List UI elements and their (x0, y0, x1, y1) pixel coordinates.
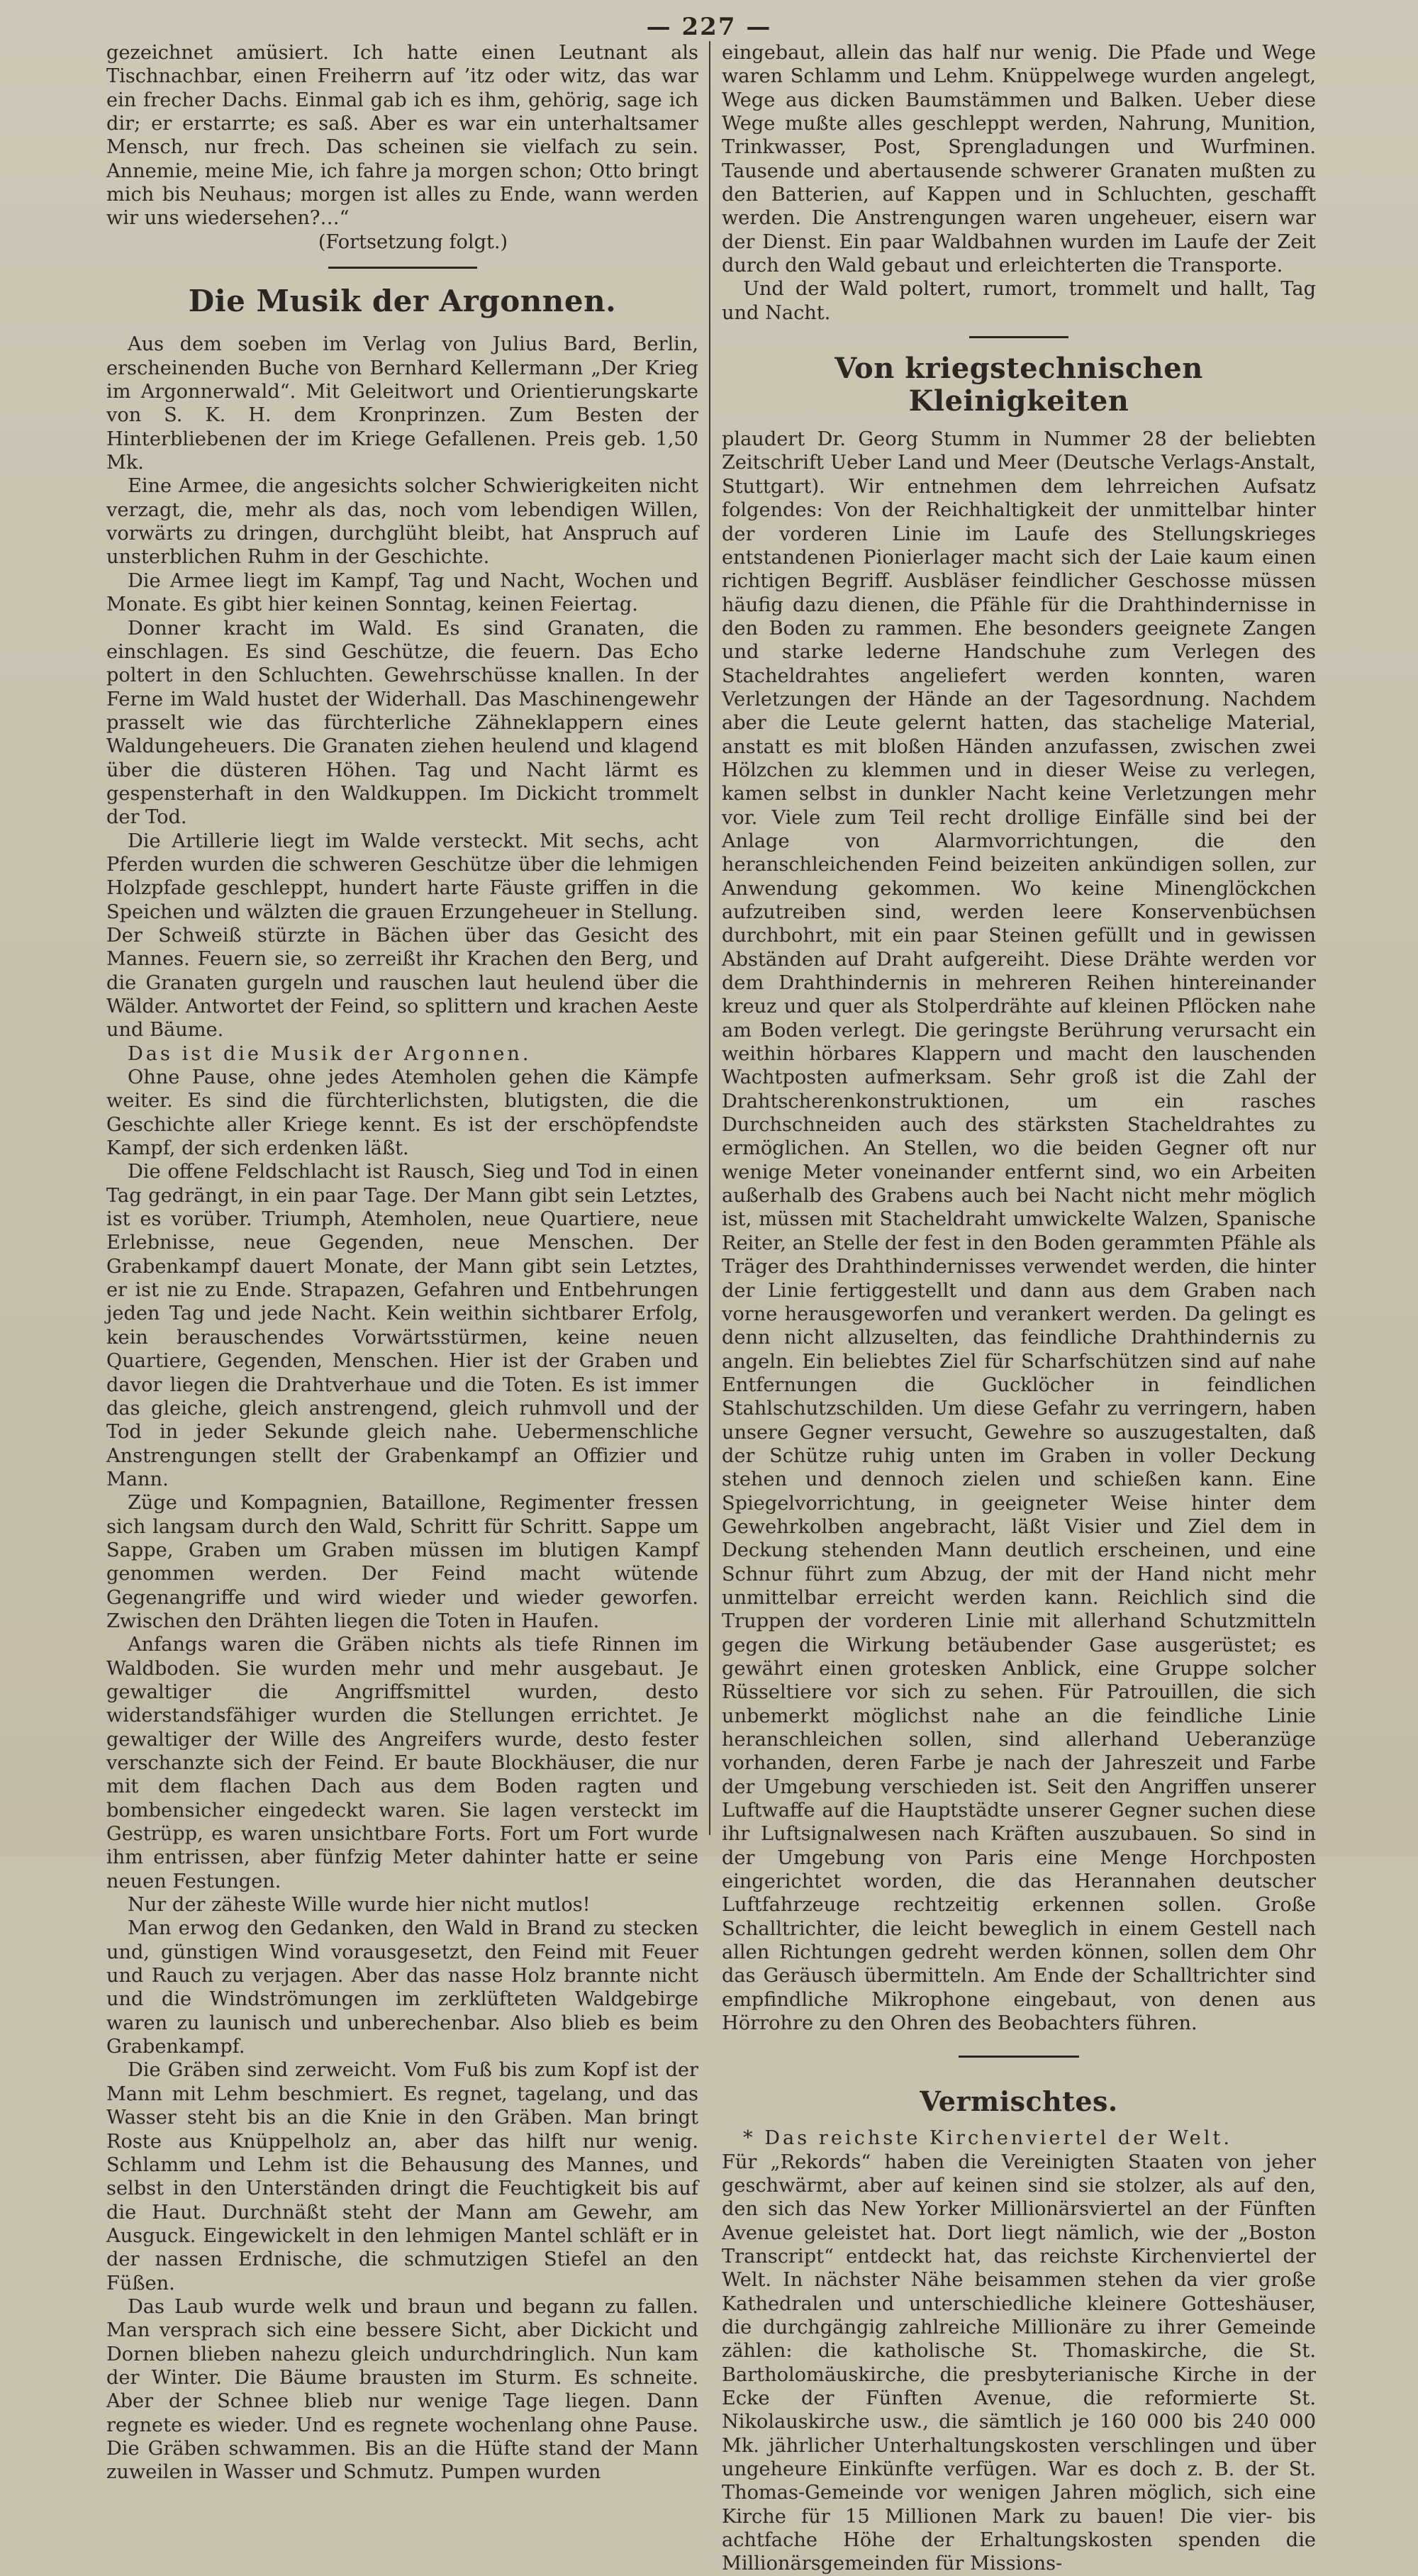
paragraph: Die offene Feldschlacht ist Rausch, Sieg und Tod in einen Tag gedrängt, in ein paar Tage. Der Mann gibt sein Letztes, ist es vorüber. Triumph, Atemholen, neue Quartiere, neue Erlebnisse, neue Gegenden, neue Menschen. Der Grabenkampf dauert Monate, der Mann gibt sein Letztes, er ist nie zu Ende. Strapazen, Gefahren und Entbehrungen jeden Tag und jede Nacht. Kein weithin sichtbarer Erfolg, kein berauschendes Vorwärtsstürmen, keine neuen Quartiere, Gegenden, Menschen. Hier ist der Graben und davor liegen die Drahtverhaue und die Toten. Es ist immer das gleiche, gleich anstrengend, gleich ruhmvoll und der Tod in jeder Sekunde gleich nahe. Uebermenschliche Anstrengungen stellt der Grabenkampf an Offizier und Mann. (106, 1161, 698, 1490)
left-column (106, 41, 698, 2484)
section-rule (328, 267, 477, 269)
section-rule (959, 2056, 1079, 2058)
paragraph: Für „Rekords“ haben die Vereinigten Staaten von jeher geschwärmt, aber auf keinen sind sie stolzer, als auf den, den sich das New Yorker Millionärsviertel an der Fünften Avenue geleistet hat. Dort liegt nämlich, wie der „Boston Transcript“ entdeckt hat, das reichste Kirchenviertel der Welt. In nächster Nähe beisammen stehen da vier große Kathedralen und unterschiedliche kleinere Gotteshäuser, die durchgängig zahlreiche Millionäre zu ihrer Gemeinde zählen: die katholische St. Thomaskirche, die St. Bartholomäuskirche, die presbyterianische Kirche in der Ecke der Fünften Avenue, die reformierte St. Nikolauskirche usw., die sämtlich je 160 000 bis 240 000 Mk. jährlicher Unterhaltungskosten verschlingen und über ungeheure Einkünfte verfügen. War es doch z. B. der St. Thomas-Gemeinde vor wenigen Jahren möglich, sich eine Kirche für 15 Millionen Mark zu bauen! Die vier- bis achtfache Höhe der Erhaltungskosten spenden die Millionärsgemeinden für Missions- (722, 2151, 1316, 2575)
article-title-kriegstechnik: Von kriegstechnischen Kleinigkeiten (834, 352, 1203, 418)
section-rule (969, 336, 1068, 338)
column-divider (709, 41, 710, 1835)
item-lead: * Das reichste Kirchenviertel der Welt. (743, 2127, 1233, 2150)
paragraph: Ohne Pause, ohne jedes Atemholen gehen die Kämpfe weiter. Es sind die fürchterlichsten, blutigsten, die die Geschichte aller Kriege kennt. Es ist der erschöpfendste Kampf, der sich erdenken läßt. (106, 1066, 698, 1160)
right-column (722, 41, 1316, 2575)
section-title-vermischtes: Vermischtes. (920, 2085, 1118, 2117)
continued-paragraph: eingebaut, allein das half nur wenig. Die Pfade und Wege waren Schlamm und Lehm. Knüppelwege wurden angelegt, Wege aus dicken Baumstämmen und Balken. Ueber diese Wege mußte alles geschleppt werden, Nahrung, Munition, Trinkwasser, Post, Sprengladungen und Wurfminen. Tausende und abertausende schwerer Granaten mußten zu den Batterien, auf Kappen und in Schluchten, geschafft werden. Die Anstrengungen waren ungeheuer, eisern war der Dienst. Ein paar Waldbahnen wurden im Laufe der Zeit durch den Wald gebaut und erleichterten die Transporte. (722, 42, 1316, 277)
paragraph: Die Artillerie liegt im Walde versteckt. Mit sechs, acht Pferden wurden die schweren Geschütze über die lehmigen Holzpfade geschleppt, hundert harte Fäuste griffen in die Speichen und wälzten die grauen Erzungeheuer in Stellung. Der Schweiß stürzte in Bächen über das Gesicht des Mannes. Feuern sie, so zerreißt ihr Krachen den Berg, und die Granaten gurgeln und rauschen laut heulend über die Wälder. Antwortet der Feind, so splittern und krachen Aeste und Bäume. (106, 830, 698, 1042)
paragraph: Und der Wald poltert, rumort, trommelt und hallt, Tag und Nacht. (722, 278, 1316, 324)
paragraph: Anfangs waren die Gräben nichts als tiefe Rinnen im Waldboden. Sie wurden mehr und mehr ausgebaut. Je gewaltiger die Angriffsmittel wurden, desto widerstandsfähiger wurden die Stellungen errichtet. Je gewaltiger der Wille des Angreifers wurde, desto fester verschanzte sich der Feind. Er baute Blockhäuser, die nur mit dem flachen Dach aus dem Boden ragten und bombensicher eingedeckt waren. Sie lagen versteckt im Gestrüpp, es waren unsichtbare Forts. Fort um Fort wurde ihm entrissen, aber fünfzig Meter dahinter hatte er seine neuen Festungen. (106, 1634, 698, 1892)
paragraph: Aus dem soeben im Verlag von Julius Bard, Berlin, erscheinenden Buche von Bernhard Kellermann „Der Krieg im Argonnerwald“. Mit Geleitwort und Orientierungskarte von S. K. H. dem Kronprinzen. Zum Besten der Hinterbliebenen der im Kriege Gefallenen. Preis geb. 1,50 Mk. (106, 333, 698, 474)
paragraph: Man erwog den Gedanken, den Wald in Brand zu stecken und, günstigen Wind vorausgesetzt, den Feind mit Feuer und Rauch zu verjagen. Aber das nasse Holz brannte nicht und die Windströmungen im zerklüfteten Waldgebirge waren zu launisch und unberechenbar. Also blieb es beim Grabenkampf. (106, 1917, 698, 2058)
paragraph: Die Armee liegt im Kampf, Tag und Nacht, Wochen und Monate. Es gibt hier keinen Sonntag, keinen Feiertag. (106, 569, 698, 616)
paragraph: Das Laub wurde welk und braun und begann zu fallen. Man versprach sich eine bessere Sicht, aber Dickicht und Dornen blieben nahezu gleich undurchdringlich. Nun kam der Winter. Die Bäume brausten im Sturm. Es schneite. Aber der Schnee blieb nur wenige Tage liegen. Dann regnete es wieder. Und es regnete wochenlang ohne Pause. Die Gräben schwammen. Bis an die Hüfte stand der Mann zuweilen in Wasser und Schmutz. Pumpen wurden (106, 2295, 698, 2484)
continued-note: (Fortsetzung folgt.) (318, 230, 508, 253)
paragraph: Eine Armee, die angesichts solcher Schwierigkeiten nicht verzagt, die, mehr als das, noch vom lebendigen Willen, vorwärts zu dringen, durchglüht bleibt, hat Anspruch auf unsterblichen Ruhm in der Geschichte. (106, 475, 698, 569)
paragraph: Nur der zäheste Wille wurde hier nicht mutlos! (128, 1894, 591, 1917)
paragraph: Die Gräben sind zerweicht. Vom Fuß bis zum Kopf ist der Mann mit Lehm beschmiert. Es regnet, tagelang, und das Wasser steht bis an die Knie in den Gräben. Man bringt Roste aus Knüppelholz an, aber das hilft nur wenig. Schlamm und Lehm ist die Behausung des Mannes, und selbst in den Unterständen dringt die Feuchtigkeit bis auf die Haut. Durchnäßt steht der Mann am Gewehr, am Ausguck. Eingewickelt in den lehmigen Mantel schläft er in der nassen Erdnische, die schmutzigen Stiefel an den Füßen. (106, 2059, 698, 2295)
paragraph: Züge und Kompagnien, Bataillone, Regimenter fressen sich langsam durch den Wald, Schritt für Schritt. Sappe um Sappe, Graben um Graben müssen im blutigen Kampf genommen werden. Der Feind macht wütende Gegenangriffe und wird wieder und wieder geworfen. Zwischen den Drähten liegen die Toten in Haufen. (106, 1492, 698, 1632)
page-number: — 227 — (646, 13, 772, 41)
article-title-argonnen: Die Musik der Argonnen. (188, 284, 617, 319)
serial-ending-paragraph: gezeichnet amüsiert. Ich hatte einen Leutnant als Tischnachbar, einen Freiherrn auf ’itz oder witz, das war ein frecher Dachs. Einmal gab ich es ihm, gehörig, sage ich dir; er erstarrte; es saß. Aber es war ein unterhaltsamer Mensch, nur frech. Das scheinen sie vielfach zu sein. Annemie, meine Mie, ich fahre ja morgen schon; Otto bringt mich bis Neuhaus; morgen ist alles zu Ende, wann werden wir uns wiedersehen?…“ (106, 42, 698, 230)
paragraph: Donner kracht im Wald. Es sind Granaten, die einschlagen. Es sind Geschütze, die feuern. Das Echo poltert in den Schluchten. Gewehrschüsse knallen. In der Ferne im Wald hustet der Widerhall. Das Maschinengewehr prasselt wie das fürchterliche Zähneklappern eines Waldungeheuers. Die Granaten ziehen heulend und klagend über die düsteren Höhen. Tag und Nacht lärmt es gespensterhaft in den Waldkuppen. Im Dickicht trommelt der Tod. (106, 617, 698, 829)
paragraph: plaudert Dr. Georg Stumm in Nummer 28 der beliebten Zeitschrift Ueber Land und Meer (Deutsche Verlags-Anstalt, Stuttgart). Wir entnehmen dem lehrreichen Aufsatz folgendes: Von der Reichhaltigkeit der unmittelbar hinter der vorderen Linie im Laufe des Stellungskrieges entstandenen Pionierlager macht sich der Laie kaum einen richtigen Begriff. Ausbläser feindlicher Geschosse müssen häufig dazu dienen, die Pfähle für die Drahthindernisse in den Boden zu rammen. Ehe besonders geeignete Zangen und starke lederne Handschuhe zum Verlegen des Stacheldrahtes angeliefert werden konnten, waren Verletzungen der Hände an der Tagesordnung. Nachdem aber die Leute gelernt hatten, das stachelige Material, anstatt es mit bloßen Händen anzufassen, zwischen zwei Hölzchen zu klemmen und in dieser Weise zu verlegen, kamen selbst in dunkler Nacht keine Verletzungen mehr vor. Viele zum Teil recht drollige Einfälle sind bei der Anlage von Alarmvorrichtungen, die den heranschleichenden Feind beizeiten ankündigen sollen, zur Anwendung gekommen. Wo keine Minenglöckchen aufzutreiben sind, werden leere Konservenbüchsen durchbohrt, mit ein paar Steinen gefüllt und in gewissen Abständen auf Draht aufgereiht. Diese Drähte werden vor dem Drahthindernis in mehreren Reihen hintereinander kreuz und quer als Stolperdrähte auf kleinen Pflöcken nahe am Boden verlegt. Die geringste Berührung verursacht ein weithin hörbares Klappern und macht den lauschenden Wachtposten aufmerksam. Sehr groß ist die Zahl der Drahtscherenkonstruktionen, um ein rasches Durchschneiden auch des stärksten Stacheldrahtes zu ermöglichen. An Stellen, wo die beiden Gegner oft nur wenige Meter voneinander entfernt sind, wo ein Arbeiten außerhalb des Grabens auch bei Nacht nicht mehr möglich ist, müssen mit Stacheldraht umwickelte Walzen, Spanische Reiter, an Stelle der fest in den Boden gerammten Pfähle als Träger des Drahthindernisses verwendet werden, die hinter der Linie fertiggestellt und dann aus dem Graben nach vorne herausgeworfen und verankert werden. Da gelingt es denn nicht allzuselten, das feindliche Drahthindernis zu angeln. Ein beliebtes Ziel für Scharfschützen sind auf nahe Entfernungen die Gucklöcher in feindlichen Stahlschutzschilden. Um diese Gefahr zu verringern, haben unsere Gegner versucht, Gewehre so auszugestalten, daß der Schütze ruhig unten im Graben in voller Deckung stehen und dennoch zielen und schießen kann. Eine Spiegelvorrichtung, in geeigneter Weise hinter dem Gewehrkolben angebracht, läßt Visier und Ziel dem in Deckung stehenden Mann deutlich erscheinen, und eine Schnur führt zum Abzug, der mit der Hand nicht mehr unmittelbar erreicht werden kann. Reichlich sind die Truppen der vorderen Linie mit allerhand Schutzmitteln gegen die Wirkung betäubender Gase ausgerüstet; es gewährt einen grotesken Anblick, eine Gruppe solcher Rüsseltiere vor sich zu sehen. Für Patrouillen, die sich unbemerkt möglichst nahe an die feindliche Linie heranschleichen sollen, sind allerhand Ueberanzüge vorhanden, deren Farbe je nach der Jahreszeit und Farbe der Umgebung verschieden ist. Seit den Angriffen unserer Luftwaffe auf die Hauptstädte unserer Gegner suchen diese ihr Luftsignalwesen nach Kräften auszubauen. So sind in der Umgebung von Paris eine Menge Horchposten eingerichtet worden, die das Herannahen deutscher Luftfahrzeuge rechtzeitig erkennen sollen. Große Schalltrichter, die leicht beweglich in einem Gestell nach allen Richtungen gedreht werden können, sollen dem Ohr das Geräusch übermitteln. Am Ende der Schalltrichter sind empfindliche Mikrophone eingebaut, von denen aus Hörrohre zu den Ohren des Beobachters führen. (722, 428, 1316, 2035)
paragraph-refrain: Das ist die Musik der Argonnen. (128, 1042, 532, 1065)
